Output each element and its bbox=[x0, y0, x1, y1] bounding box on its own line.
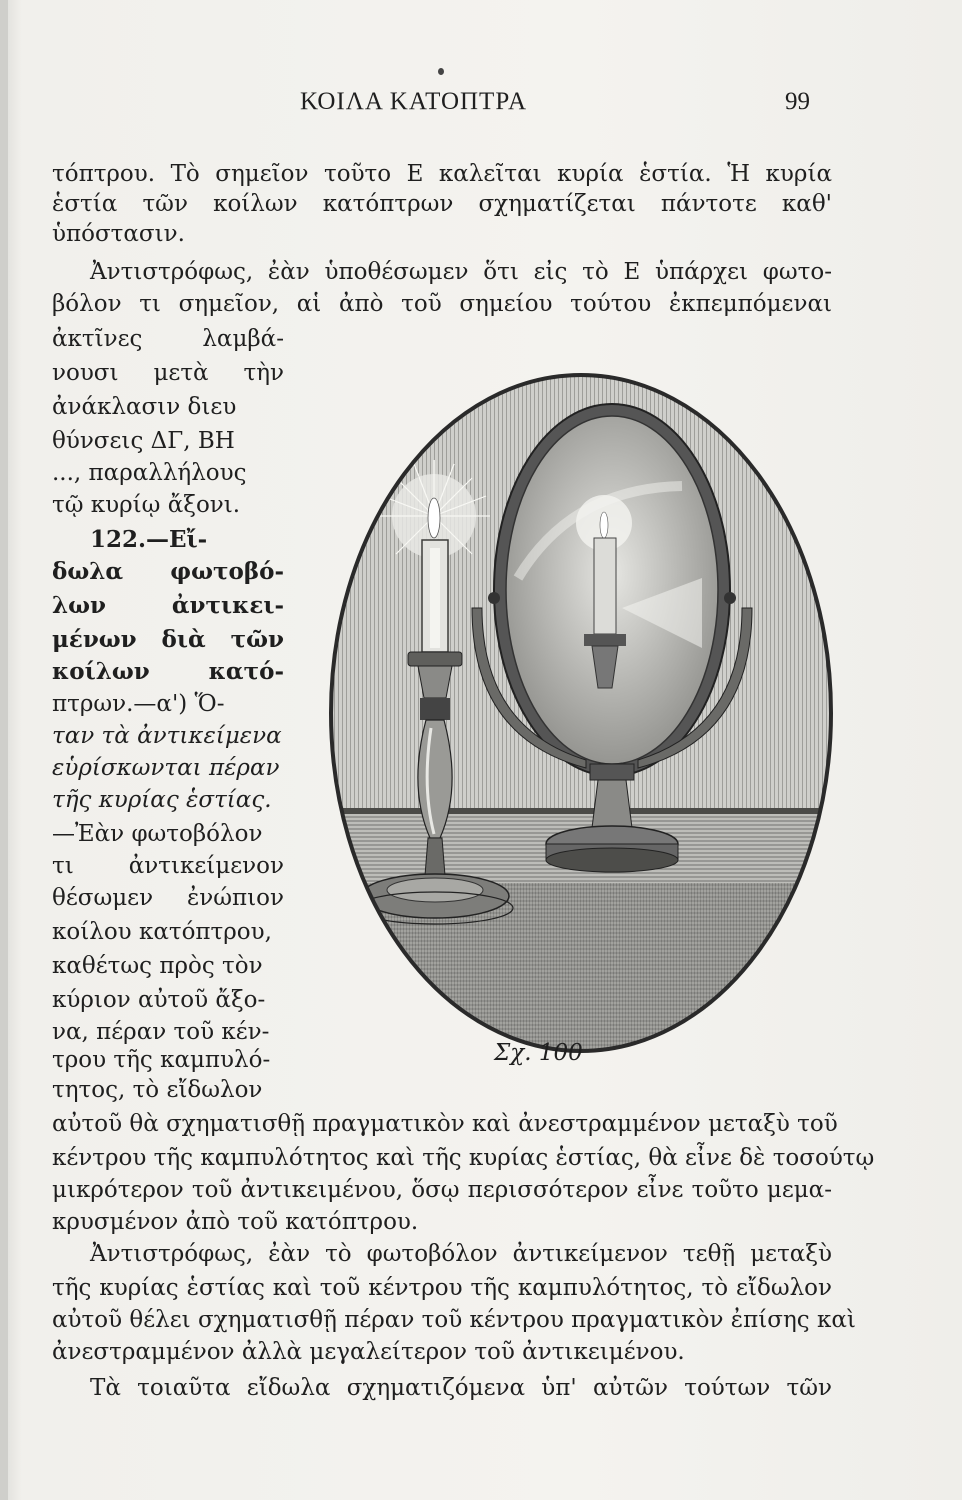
side-line: τητος, τὸ εἴδωλον bbox=[52, 1077, 263, 1103]
side-line: —Ἐὰν φωτοβόλον bbox=[52, 821, 263, 847]
side-line: κοίλου κατόπτρου, bbox=[52, 919, 272, 945]
figure-caption: Σχ. 100 bbox=[494, 1040, 583, 1066]
body-line: βόλον τι σημεῖον, αἱ ἀπὸ τοῦ σημείου τούτου ἐκπεμπόμεναι bbox=[52, 291, 832, 317]
engraving-scene bbox=[322, 368, 840, 1058]
side-line: τι ἀντικείμενον bbox=[52, 853, 284, 879]
body-line: Τὰ τοιαῦτα εἴδωλα σχηματιζόμενα ὑπ' αὐτῶν τούτων τῶν bbox=[90, 1375, 832, 1401]
page-number: 99 bbox=[785, 88, 810, 115]
side-line: εὑρίσκωνται πέραν bbox=[52, 755, 280, 781]
ink-speck bbox=[438, 68, 444, 75]
side-line: θέσωμεν ἐνώπιον bbox=[52, 885, 284, 911]
body-line: Ἀντιστρόφως, ἐὰν ὑποθέσωμεν ὅτι εἰς τὸ E ὑπάρχει φωτο- bbox=[90, 259, 832, 285]
page-gutter-shadow bbox=[0, 0, 8, 1500]
side-line: τρου τῆς καμπυλό- bbox=[52, 1047, 271, 1073]
body-line: ἑστία τῶν κοίλων κατόπτρων σχηματίζεται πάντοτε καθ' bbox=[52, 191, 832, 217]
running-title: ΚΟΙΛΑ ΚΑΤΟΠΤΡΑ bbox=[300, 88, 528, 115]
section-heading: κοίλων κατό- bbox=[52, 658, 284, 685]
body-line: τῆς κυρίας ἑστίας καὶ τοῦ κέντρου τῆς καμπυλότητος, τὸ εἴδωλον bbox=[52, 1275, 832, 1301]
side-line: ἀνάκλασιν διευ bbox=[52, 394, 237, 420]
body-line: Ἀντιστρόφως, ἐὰν τὸ φωτοβόλον ἀντικείμενον τεθῇ μεταξὺ bbox=[90, 1241, 832, 1267]
side-line: ..., παραλλήλους bbox=[52, 460, 247, 486]
body-line: μικρότερον τοῦ ἀντικειμένου, ὅσῳ περισσότερον εἶνε τοῦτο μεμα- bbox=[52, 1177, 832, 1203]
section-heading: δωλα φωτοβό- bbox=[52, 558, 284, 585]
section-heading: πτρων.—α') Ὅ- bbox=[52, 691, 225, 717]
side-line: να, πέραν τοῦ κέν- bbox=[52, 1019, 270, 1045]
side-line: τῆς κυρίας ἑστίας. bbox=[52, 787, 272, 813]
engraving-figure-candle-and-mirror bbox=[322, 368, 840, 1058]
body-line: τόπτρου. Τὸ σημεῖον τοῦτο E καλεῖται κυρία ἑστία. Ἡ κυρία bbox=[52, 161, 832, 187]
body-line: ὑπόστασιν. bbox=[52, 221, 185, 247]
side-line: ταν τὰ ἀντικείμενα bbox=[52, 723, 282, 749]
section-heading: 122.—Εἴ- bbox=[90, 526, 208, 553]
side-line: καθέτως πρὸς τὸν bbox=[52, 953, 263, 979]
body-line: αὐτοῦ θέλει σχηματισθῇ πέραν τοῦ κέντρου πραγματικὸν ἐπίσης καὶ bbox=[52, 1307, 856, 1333]
side-line: κύριον αὐτοῦ ἄξο- bbox=[52, 987, 266, 1013]
side-line: τῷ κυρίῳ ἄξονι. bbox=[52, 492, 241, 518]
section-heading: λων ἀντικει- bbox=[52, 592, 284, 619]
section-heading: μένων διὰ τῶν bbox=[52, 626, 284, 653]
body-line: αὐτοῦ θὰ σχηματισθῇ πραγματικὸν καὶ ἀνεστραμμένον μεταξὺ τοῦ bbox=[52, 1111, 838, 1137]
body-line: ἀνεστραμμένον ἀλλὰ μεγαλείτερον τοῦ ἀντικειμένου. bbox=[52, 1339, 685, 1365]
side-line: θύνσεις ΔΓ, BH bbox=[52, 428, 235, 454]
side-line: νουσι μετὰ τὴν bbox=[52, 360, 284, 386]
body-line: κέντρου τῆς καμπυλότητος καὶ τῆς κυρίας ἑστίας, θὰ εἶνε δὲ τοσούτῳ bbox=[52, 1145, 875, 1171]
side-line: ἀκτῖνες λαμβά- bbox=[52, 326, 284, 352]
body-line: κρυσμένον ἀπὸ τοῦ κατόπτρου. bbox=[52, 1209, 419, 1235]
